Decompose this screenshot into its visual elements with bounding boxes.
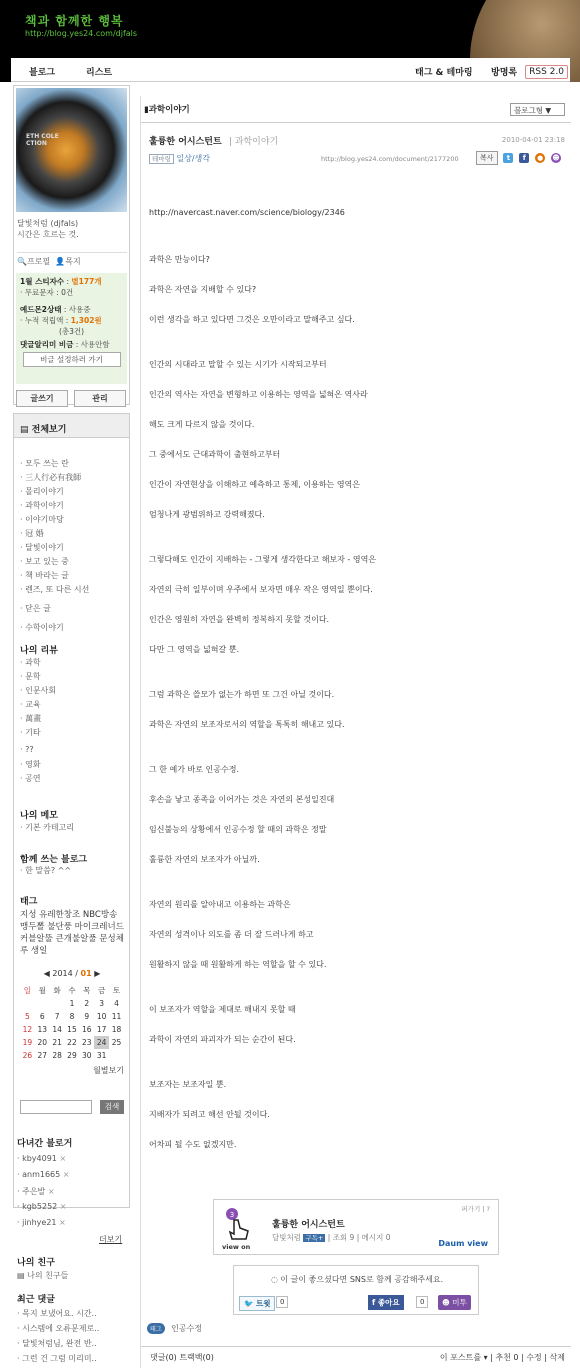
- viewon-top[interactable]: 퍼가기 | ?: [461, 1205, 490, 1213]
- nav-tag-theme[interactable]: 태그 & 테마링: [415, 68, 473, 78]
- text-label: 무료문자: [24, 288, 54, 297]
- friends-item[interactable]: ▤ 나의 친구들: [17, 1271, 69, 1280]
- category-item[interactable]: · 과학이야기: [20, 501, 64, 510]
- post-line: 그 한 예가 바로 인공수정.: [149, 765, 239, 774]
- profile-icon: 🔍: [17, 257, 27, 266]
- category-item-label: 冠 婚: [25, 529, 44, 538]
- friends-title: 나의 친구: [17, 1258, 55, 1268]
- visited-item-label: jinhye21: [22, 1218, 57, 1227]
- post-line: 원활하지 않을 때 원활하게 하는 역할을 할 수 있다.: [149, 960, 327, 969]
- category-item[interactable]: · 이야기마당: [20, 515, 64, 524]
- category-item[interactable]: · 닫은 글: [20, 604, 51, 613]
- category-item[interactable]: · 렌즈, 또 다른 시선: [20, 585, 90, 594]
- view-select[interactable]: 블로그형 ▼: [510, 103, 565, 116]
- yozm-icon[interactable]: ☻: [552, 154, 560, 162]
- sticker-value: 별177개: [71, 277, 102, 286]
- sticker-label: 1월 스티자수: [20, 277, 65, 286]
- recent-comment[interactable]: · 목지 보냈어요. 시간..: [17, 1309, 97, 1318]
- review-item-label: 萬畫: [25, 714, 42, 723]
- post-actions[interactable]: 이 포스트를 ▾ | 추천 0 | 수정 | 삭제: [439, 1353, 565, 1362]
- me2day-icon[interactable]: ●: [537, 154, 544, 162]
- post-line: 엄청나게 광범위하고 강력해졌다.: [149, 510, 265, 519]
- recent-comment[interactable]: · 달빛처럼님, 완전 반..: [17, 1339, 97, 1348]
- memo-item-label: 기본 카테고리: [25, 823, 75, 832]
- calendar-weekday: 목: [83, 986, 91, 995]
- viewon-author: 달빛처럼: [272, 1233, 301, 1242]
- review-item[interactable]: · 萬畫: [20, 714, 42, 723]
- calendar-day[interactable]: 7: [54, 1012, 60, 1021]
- ecash-label: 예드몬2상태: [20, 305, 62, 314]
- ecash-value: 사용중: [68, 305, 91, 314]
- calendar-day[interactable]: 2: [84, 999, 90, 1008]
- visited-item-label: 주은발: [22, 1187, 46, 1196]
- recent-comment-label: 목지 보냈어요. 시간..: [22, 1309, 97, 1318]
- recent-comment-label: 시스템에 오류문제로..: [22, 1324, 100, 1333]
- post-line: 이런 생각을 하고 있다면 그것은 오만이라고 말해주고 싶다.: [149, 315, 355, 324]
- remove-icon[interactable]: ×: [56, 1154, 67, 1163]
- metoo-button[interactable]: ☻ 미투: [438, 1295, 471, 1310]
- sidebar: [11, 82, 132, 1368]
- review-item[interactable]: · 기타: [20, 728, 41, 737]
- settings-button[interactable]: 비글 설정하러 가기: [23, 352, 121, 367]
- category-item-label: 렌즈, 또 다른 시선: [25, 585, 90, 594]
- review-item-label: 과학: [25, 658, 41, 667]
- stats-box: 1월 스티자수 : 별177개 · 무료문자 : 0건 예드몬2상태 : 사용중 · 누적 적립액 : 1,302원 (총3건) 댓글알리미 비금 : 사용안함 비글 설정하러 가기: [16, 273, 127, 384]
- theme-link[interactable]: 일상/생각: [176, 154, 210, 163]
- calendar-day[interactable]: 11: [111, 1012, 122, 1021]
- post-line: 자연의 원리를 알아내고 이용하는 과학은: [149, 900, 291, 909]
- calendar-day[interactable]: 28: [52, 1051, 62, 1060]
- calendar-month-header: ◀ 2014 / 01 ▶: [43, 969, 101, 978]
- share-bar: [473, 151, 561, 165]
- review-item-label: ??: [25, 745, 34, 754]
- viewon-label: view on: [222, 1243, 251, 1250]
- tag-link[interactable]: 인공수정: [171, 1324, 203, 1333]
- calendar-day[interactable]: 3: [99, 999, 105, 1008]
- photo-brand: ETH COLE CTION: [26, 133, 59, 147]
- remove-icon[interactable]: ×: [45, 1187, 55, 1196]
- viewon-box: [213, 1199, 499, 1255]
- together-title: 함께 쓰는 블로그: [20, 855, 88, 865]
- category-header-label: 전체보기: [31, 425, 67, 435]
- profile-name-block: [17, 218, 79, 240]
- recent-comment-label: 그런 건 그럼 미리미..: [22, 1354, 97, 1363]
- points-value: 1,302원: [70, 316, 102, 325]
- text-value: 0건: [61, 288, 74, 297]
- category-item-label: 책 바라는 글: [25, 571, 69, 580]
- recent-comment-label: 달빛처럼님, 완전 반..: [22, 1339, 97, 1348]
- calendar-weekday: 금: [98, 986, 106, 995]
- calendar-day[interactable]: 29: [67, 1051, 77, 1060]
- list-icon: ▤: [20, 425, 29, 435]
- visited-item[interactable]: · anm1665 ×: [17, 1170, 70, 1179]
- tags-title: 태그: [20, 897, 38, 907]
- calendar-weekday: 일: [23, 986, 32, 995]
- calendar-day: [35, 997, 50, 1010]
- review-item[interactable]: · 영화: [20, 760, 41, 769]
- review-item-label: 공연: [25, 774, 41, 783]
- tag-cloud[interactable]: 지성 유레한창조 NBC방송 맹두뽈 불단풍 마이크레너드 커블알뚤 큰개불알풀 문성체루 생일: [20, 910, 124, 956]
- points-count: (총3건): [58, 327, 85, 336]
- post-line: 훌륭한 자연의 보조자가 아닐까.: [149, 855, 260, 864]
- tweet-count: 0: [276, 1296, 288, 1308]
- viewon-count: 3: [229, 1211, 235, 1219]
- post-tags: [147, 1323, 202, 1334]
- points-label: 누적 적립액: [24, 316, 64, 325]
- breadcrumb: ▮과학이야기: [144, 105, 190, 115]
- neighbor-link[interactable]: 목지: [65, 257, 81, 266]
- tag-badge: 태그: [147, 1323, 165, 1334]
- post-category[interactable]: 과학이야기: [234, 137, 279, 147]
- comment-label: 댓글알리미 비금: [20, 340, 74, 349]
- category-item-label: 수학이야기: [25, 623, 64, 632]
- calendar-grid: [20, 984, 124, 1062]
- manage-button[interactable]: 관리: [74, 390, 126, 407]
- top-nav: [11, 58, 570, 82]
- review-item-label: 문학: [25, 672, 41, 681]
- review-item[interactable]: · 인문사회: [20, 686, 57, 695]
- daum-view-logo: Daum view: [438, 1239, 488, 1248]
- calendar-day[interactable]: 15: [67, 1025, 77, 1034]
- post-title-block: 훌륭한 어시스턴트 | 과학이야기: [149, 137, 279, 147]
- visited-item[interactable]: · kby4091 ×: [17, 1154, 67, 1163]
- recent-title: 최근 댓글: [17, 1295, 55, 1305]
- post-line: 자연의 성격이나 의도를 좀 더 잘 드러나게 하고: [149, 930, 314, 939]
- remove-icon[interactable]: ×: [60, 1170, 70, 1179]
- visited-item-label: kgb5252: [22, 1202, 58, 1211]
- review-item-label: 기타: [25, 728, 41, 737]
- category-item-label: 三人行必有我師: [25, 473, 82, 482]
- visited-item-label: kby4091: [22, 1154, 57, 1163]
- visited-item[interactable]: · jinhye21 ×: [17, 1218, 66, 1227]
- viewon-stats: 달빛처럼 구독+ | 조회 9 | 메시지 0: [272, 1233, 391, 1242]
- viewon-icon[interactable]: [220, 1206, 260, 1250]
- review-item-label: 영화: [25, 760, 41, 769]
- friends-item-label: 나의 친구들: [27, 1271, 69, 1280]
- calendar-day[interactable]: 14: [52, 1025, 62, 1034]
- profile-box: [13, 85, 130, 405]
- calendar-day[interactable]: 8: [69, 1012, 75, 1021]
- calendar-day[interactable]: 24: [94, 1036, 109, 1049]
- memo-item[interactable]: · 기본 카테고리: [20, 823, 75, 832]
- post-line: 과학이 자연의 파괴자가 되는 순간이 된다.: [149, 1035, 296, 1044]
- post-theme: [149, 153, 210, 164]
- post-line: 후손을 낳고 종족을 이어가는 것은 자연의 본성일진대: [149, 795, 335, 804]
- category-item-label: 닫은 글: [25, 604, 51, 613]
- calendar-day[interactable]: 4: [114, 999, 119, 1008]
- profile-links: [17, 252, 127, 267]
- search-button[interactable]: 검색: [100, 1100, 124, 1114]
- theme-badge: 테마링: [149, 154, 174, 164]
- post-line: 자연의 극히 일부이며 우주에서 보자면 매우 작은 영역일 뿐이다.: [149, 585, 373, 594]
- profile-motto: 시간은 흐르는 것.: [17, 230, 79, 239]
- twitter-icon[interactable]: t: [503, 153, 513, 163]
- search-box: [20, 1100, 124, 1114]
- facebook-icon[interactable]: f: [519, 153, 529, 163]
- nav-list[interactable]: 리스트: [86, 68, 113, 78]
- remove-icon[interactable]: ×: [57, 1202, 67, 1211]
- calendar-day[interactable]: 6: [39, 1012, 45, 1021]
- post-line: 지배자가 되려고 해선 안될 것이다.: [149, 1110, 270, 1119]
- calendar-day[interactable]: 31: [96, 1051, 107, 1060]
- viewon-title[interactable]: 훌륭한 어시스턴트: [272, 1220, 345, 1230]
- sns-question: ◌ 이 글이 좋으셨다면 SNS로 함께 공감해주세요.: [270, 1275, 444, 1284]
- calendar-day[interactable]: 21: [52, 1038, 62, 1047]
- comment-trackback[interactable]: 댓글(0) 트랙백(0): [150, 1353, 214, 1362]
- profile-name: 달빛처럼 (djfals): [17, 219, 79, 228]
- post-line: 인간이 자연현상을 이해하고 예측하고 통제, 이용하는 영역은: [149, 480, 360, 489]
- post-line: 해도 크게 다르지 않을 것이다.: [149, 420, 255, 429]
- category-item[interactable]: · 책 바라는 글: [20, 571, 69, 580]
- post-line: 과학은 만능이다?: [149, 255, 210, 264]
- calendar-day[interactable]: 16: [82, 1025, 92, 1034]
- category-box: [13, 413, 130, 1208]
- calendar-day[interactable]: 30: [82, 1051, 92, 1060]
- viewon-subscribe-button[interactable]: 구독+: [305, 1234, 324, 1242]
- post-line: 인간은 영원히 자연을 완벽히 정복하지 못할 것이다.: [149, 615, 330, 624]
- viewon-messages: 메시지 0: [361, 1233, 391, 1242]
- category-item[interactable]: · 보고 있는 중: [20, 557, 69, 566]
- sns-question-text: 이 글이 좋으셨다면 SNS로 함께 공감해주세요.: [280, 1275, 444, 1284]
- visited-more-link[interactable]: 더보기: [99, 1235, 123, 1244]
- calendar-month: 01: [80, 969, 92, 978]
- nav-blog[interactable]: 블로그: [29, 68, 56, 78]
- category-item[interactable]: · 몰리이야기: [20, 487, 64, 496]
- main-content: [140, 96, 570, 1368]
- post-line: 그럼 과학은 쓸모가 없는가 하면 또 그건 아닐 것이다.: [149, 690, 335, 699]
- blog-url[interactable]: http://blog.yes24.com/djfals: [25, 29, 138, 38]
- post-line: 그 중에서도 근대과학이 출현하고부터: [149, 450, 281, 459]
- monthly-view-link[interactable]: 월별보기: [93, 1066, 124, 1075]
- viewon-views: 조회 9: [332, 1233, 355, 1242]
- calendar-weekday: 화: [53, 986, 61, 995]
- visited-item[interactable]: · kgb5252 ×: [17, 1202, 67, 1211]
- together-item[interactable]: · 한 말씀? ^^: [20, 866, 72, 875]
- calendar: [20, 969, 124, 1076]
- post-line: 인간의 시대라고 말할 수 있는 시기가 시작되고부터: [149, 360, 327, 369]
- category-item[interactable]: · 冠 婚: [20, 529, 44, 538]
- fb-count: 0: [416, 1296, 428, 1308]
- post-line: 이 보조자가 역할을 제대로 해내지 못할 때: [149, 1005, 296, 1014]
- calendar-day[interactable]: 1: [69, 999, 75, 1008]
- review-item[interactable]: · 공연: [20, 774, 41, 783]
- post-line: 다만 그 영역을 넓혀갈 뿐.: [149, 645, 239, 654]
- reviews-title: 나의 리뷰: [20, 646, 58, 656]
- remove-icon[interactable]: ×: [56, 1218, 66, 1227]
- tweet-label: 트윗: [255, 1299, 271, 1308]
- rss-button[interactable]: RSS 2.0: [525, 65, 568, 79]
- calendar-day[interactable]: 23: [82, 1038, 92, 1047]
- calendar-day[interactable]: 17: [96, 1025, 107, 1034]
- calendar-day: [20, 997, 35, 1010]
- metoo-label: 미투: [452, 1298, 467, 1307]
- category-item-label: 달빛이야기: [25, 543, 64, 552]
- calendar-day[interactable]: 25: [111, 1038, 122, 1047]
- calendar-year: 2014: [52, 969, 73, 978]
- review-item-label: 교육: [25, 700, 41, 709]
- calendar-day: [50, 997, 65, 1010]
- source-link[interactable]: http://navercast.naver.com/science/biology/2346: [149, 208, 345, 217]
- post-line: 과학은 자연의 보조자로서의 역할을 톡톡히 해내고 있다.: [149, 720, 345, 729]
- calendar-weekday: 월: [38, 986, 46, 995]
- breadcrumb-label[interactable]: 과학이야기: [148, 105, 190, 115]
- recent-comment[interactable]: · 그런 건 그럼 미리미..: [17, 1354, 97, 1363]
- fb-like-button[interactable]: f 좋아요: [368, 1295, 404, 1310]
- profile-link[interactable]: 프로필: [26, 257, 51, 266]
- calendar-weekday: 토: [112, 986, 121, 995]
- visited-item-label: anm1665: [22, 1170, 61, 1179]
- blog-title[interactable]: 책과 함께한 행복: [25, 14, 124, 28]
- calendar-day[interactable]: 12: [22, 1025, 33, 1034]
- category-item-label: 몰리이야기: [25, 487, 64, 496]
- visited-item[interactable]: · 주은발 ×: [17, 1187, 55, 1196]
- category-item[interactable]: · 三人行必有我師: [20, 473, 82, 482]
- tweet-button[interactable]: 🐦 트윗: [239, 1296, 275, 1311]
- calendar-day[interactable]: 10: [96, 1012, 107, 1021]
- profile-actions: [16, 388, 127, 408]
- post-line: 어차피 될 수도 없겠지만.: [149, 1140, 237, 1149]
- calendar-day[interactable]: 18: [111, 1025, 122, 1034]
- post-line: 과학은 자연을 지배할 수 있다?: [149, 285, 257, 294]
- category-header[interactable]: [14, 414, 129, 438]
- calendar-day[interactable]: 20: [37, 1038, 48, 1047]
- recent-comment[interactable]: · 시스템에 오류문제로..: [17, 1324, 100, 1333]
- category-item[interactable]: · 수학이야기: [20, 623, 64, 632]
- calendar-weekday: 수: [68, 986, 76, 995]
- post-title[interactable]: 훌륭한 어시스턴트: [149, 137, 222, 147]
- write-button[interactable]: 글쓰기: [16, 390, 68, 407]
- calendar-day[interactable]: 19: [22, 1038, 33, 1047]
- review-item[interactable]: · 문학: [20, 672, 41, 681]
- calendar-day[interactable]: 13: [37, 1025, 48, 1034]
- category-item[interactable]: · 모두 쓰는 란: [20, 459, 69, 468]
- neighbor-icon: 👤: [55, 257, 66, 266]
- review-item[interactable]: · 과학: [20, 658, 41, 667]
- review-item[interactable]: · ??: [20, 745, 34, 754]
- next-month-icon[interactable]: ▶: [94, 969, 101, 978]
- together-item-label: 한 말씀? ^^: [25, 866, 72, 875]
- calendar-day[interactable]: 5: [25, 1012, 30, 1021]
- copy-button[interactable]: 복사: [476, 151, 498, 165]
- calendar-day: [109, 1049, 124, 1062]
- post-line: 그렇다해도 인간이 지배하는 - 그렇게 생각한다고 해보자 - 영역은: [149, 555, 377, 564]
- calendar-day[interactable]: 9: [84, 1012, 90, 1021]
- category-item-label: 이야기마당: [25, 515, 64, 524]
- prev-month-icon[interactable]: ◀: [43, 969, 50, 978]
- profile-photo: [16, 88, 127, 212]
- post-footer: [141, 1346, 571, 1364]
- search-input[interactable]: [20, 1100, 92, 1114]
- post-date: 2010-04-01 23:18: [501, 136, 565, 144]
- calendar-day[interactable]: 27: [37, 1051, 48, 1060]
- calendar-day[interactable]: 26: [22, 1051, 33, 1060]
- post-url: http://blog.yes24.com/document/2177200: [321, 155, 459, 163]
- visited-title: 다녀간 블로거: [17, 1139, 73, 1149]
- post-line: 보조자는 보조자일 뿐.: [149, 1080, 227, 1089]
- nav-guestbook[interactable]: 방명록: [491, 68, 518, 78]
- category-item-label: 과학이야기: [25, 501, 64, 510]
- comment-value: 사용안함: [80, 340, 110, 349]
- post: [141, 122, 571, 1368]
- review-item[interactable]: · 교육: [20, 700, 41, 709]
- review-item-label: 인문사회: [25, 686, 57, 695]
- sns-box: [233, 1265, 479, 1315]
- post-line: 임신불능의 상황에서 인공수정 할 때의 과학은 정말: [149, 825, 327, 834]
- memo-title: 나의 메모: [20, 811, 58, 821]
- fb-like-label: 좋아요: [377, 1298, 400, 1307]
- calendar-day[interactable]: 22: [67, 1038, 77, 1047]
- post-line: 인간의 역사는 자연을 변형하고 이용하는 영역을 넓혀온 역사라: [149, 390, 368, 399]
- category-item-label: 모두 쓰는 란: [25, 459, 69, 468]
- category-item[interactable]: · 달빛이야기: [20, 543, 64, 552]
- category-item-label: 보고 있는 중: [25, 557, 69, 566]
